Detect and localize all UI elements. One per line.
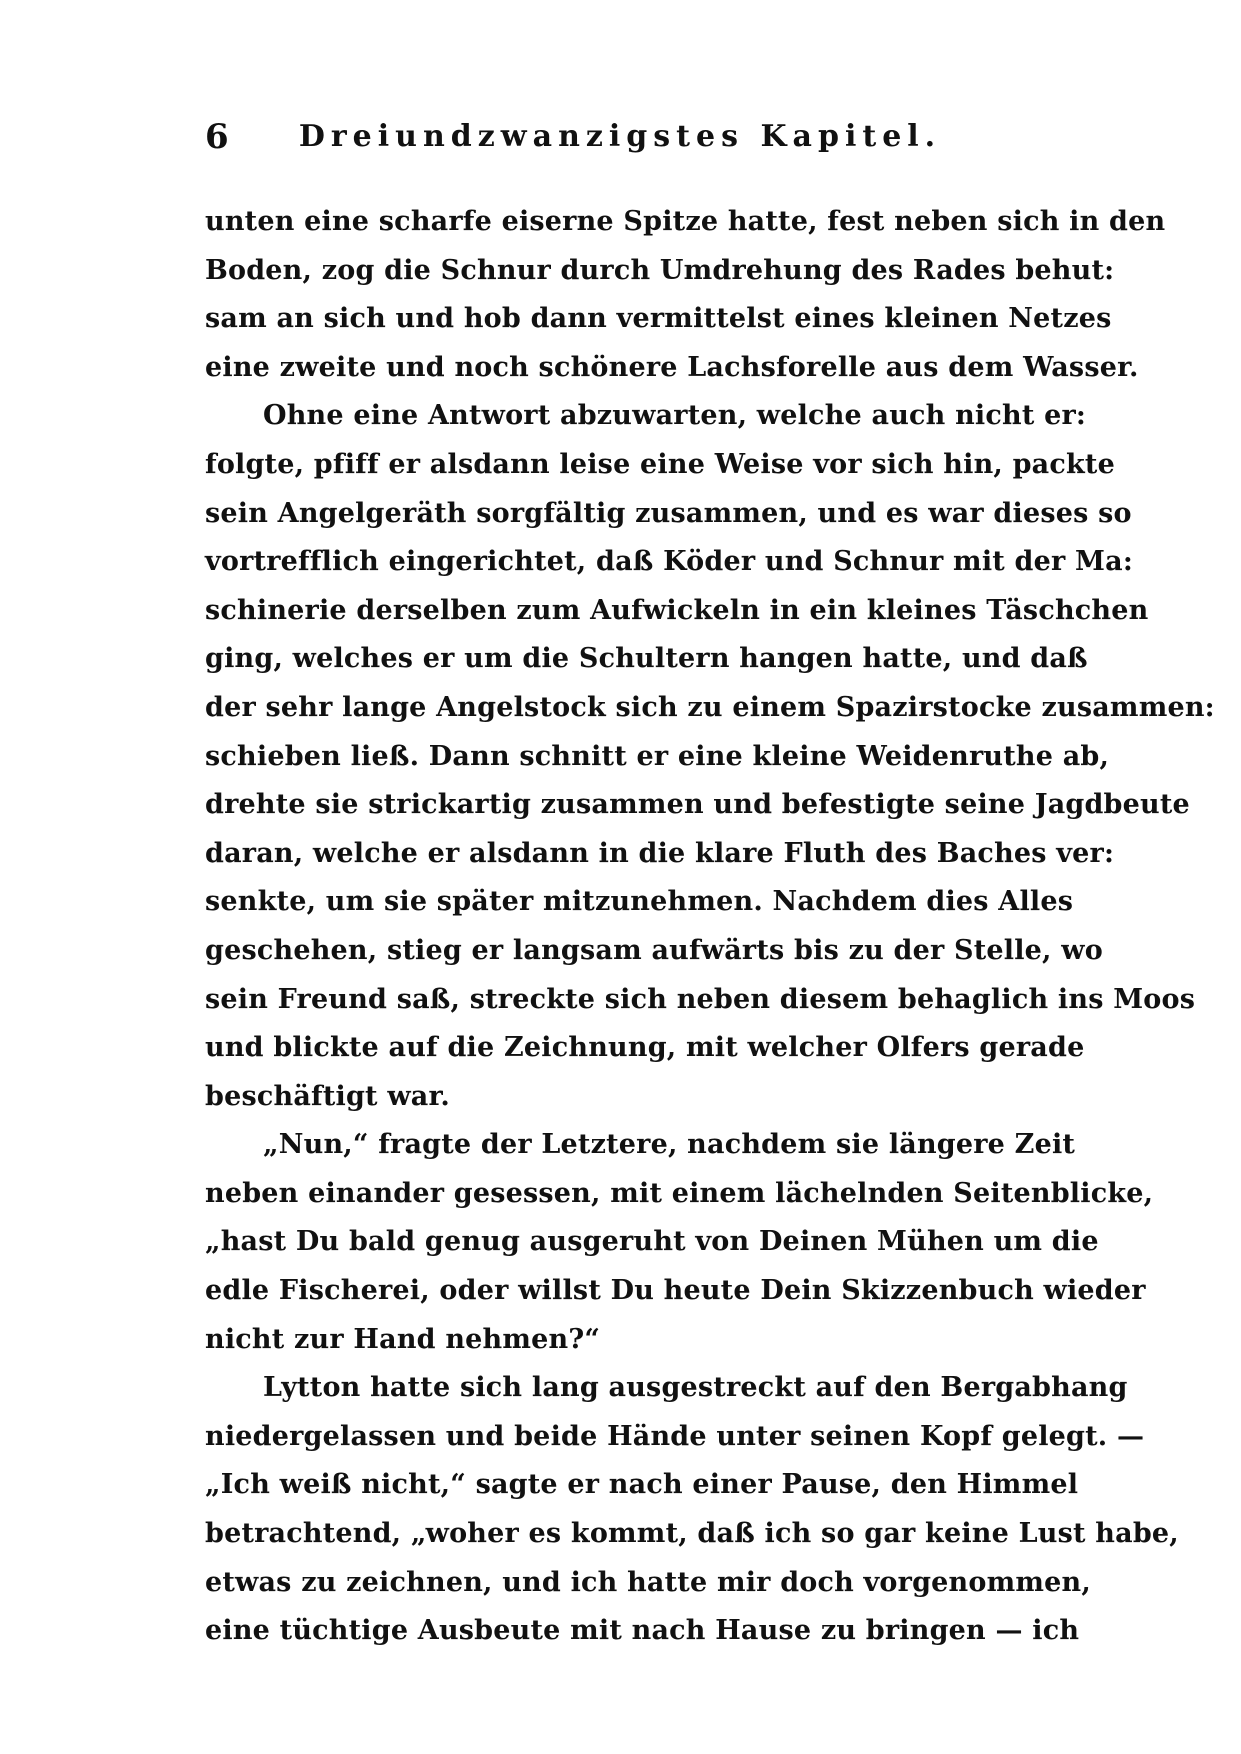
text-line: geschehen, stieg er langsam aufwärts bis zu der Stelle, wo	[205, 934, 1103, 966]
text-line: beschäftigt war.	[205, 1080, 451, 1112]
text-line: niedergelassen und beide Hände unter seinen Kopf gelegt. —	[205, 1420, 1145, 1452]
running-head	[205, 112, 1035, 162]
text-line: etwas zu zeichnen, und ich hatte mir doch vorgenommen,	[205, 1566, 1091, 1598]
text-line: „hast Du bald genug ausgeruht von Deinen Mühen um die	[205, 1226, 1099, 1258]
text-line: schinerie derselben zum Aufwickeln in ein kleines Täschchen	[205, 594, 1149, 626]
paragraph-first-line: Ohne eine Antwort abzuwarten, welche auch nicht er:	[263, 400, 1087, 432]
text-line: und blickte auf die Zeichnung, mit welcher Olfers gerade	[205, 1032, 1085, 1064]
text-line: Boden, zog die Schnur durch Umdrehung des Rades behut:	[205, 254, 1115, 286]
text-line: drehte sie strickartig zusammen und befestigte seine Jagdbeute	[205, 789, 1190, 821]
text-line: eine zweite und noch schönere Lachsforelle aus dem Wasser.	[205, 351, 1139, 383]
text-line: senkte, um sie später mitzunehmen. Nachdem dies Alles	[205, 886, 1074, 918]
text-line: edle Fischerei, oder willst Du heute Dein Skizzenbuch wieder	[205, 1275, 1146, 1307]
text-line: sein Angelgeräth sorgfältig zusammen, und es war dieses so	[205, 497, 1132, 529]
chapter-running-title: Dreiundzwanzigstes Kapitel.	[298, 119, 942, 154]
text-line: nicht zur Hand nehmen?“	[205, 1323, 601, 1355]
text-line: „Ich weiß nicht,“ sagte er nach einer Pause, den Himmel	[205, 1469, 1079, 1501]
text-line: unten eine scharfe eiserne Spitze hatte, fest neben sich in den	[205, 206, 1166, 237]
body-text	[205, 198, 1215, 1656]
paragraph-first-line: „Nun,“ fragte der Letztere, nachdem sie längere Zeit	[263, 1129, 1076, 1161]
text-line: schieben ließ. Dann schnitt er eine kleine Weidenruthe ab,	[205, 740, 1110, 772]
text-line: vortrefflich eingerichtet, daß Köder und Schnur mit der Ma:	[205, 546, 1133, 578]
text-line: daran, welche er alsdann in die klare Fluth des Baches ver:	[205, 837, 1115, 869]
text-line: folgte, pfiff er alsdann leise eine Weise vor sich hin, packte	[205, 448, 1115, 480]
text-line: der sehr lange Angelstock sich zu einem Spazirstocke zusammen:	[205, 691, 1215, 723]
text-line: sam an sich und hob dann vermittelst eines kleinen Netzes	[205, 303, 1112, 335]
text-line: neben einander gesessen, mit einem lächelnden Seitenblicke,	[205, 1177, 1154, 1209]
text-line: eine tüchtige Ausbeute mit nach Hause zu bringen — ich	[205, 1615, 1080, 1647]
text-line: betrachtend, „woher es kommt, daß ich so gar keine Lust habe,	[205, 1518, 1179, 1550]
paragraph-first-line: Lytton hatte sich lang ausgestreckt auf den Bergabhang	[263, 1372, 1128, 1404]
page-number: 6	[205, 117, 229, 157]
text-line: sein Freund saß, streckte sich neben diesem behaglich ins Moos	[205, 983, 1196, 1015]
text-line: ging, welches er um die Schultern hangen hatte, und daß	[205, 643, 1088, 675]
